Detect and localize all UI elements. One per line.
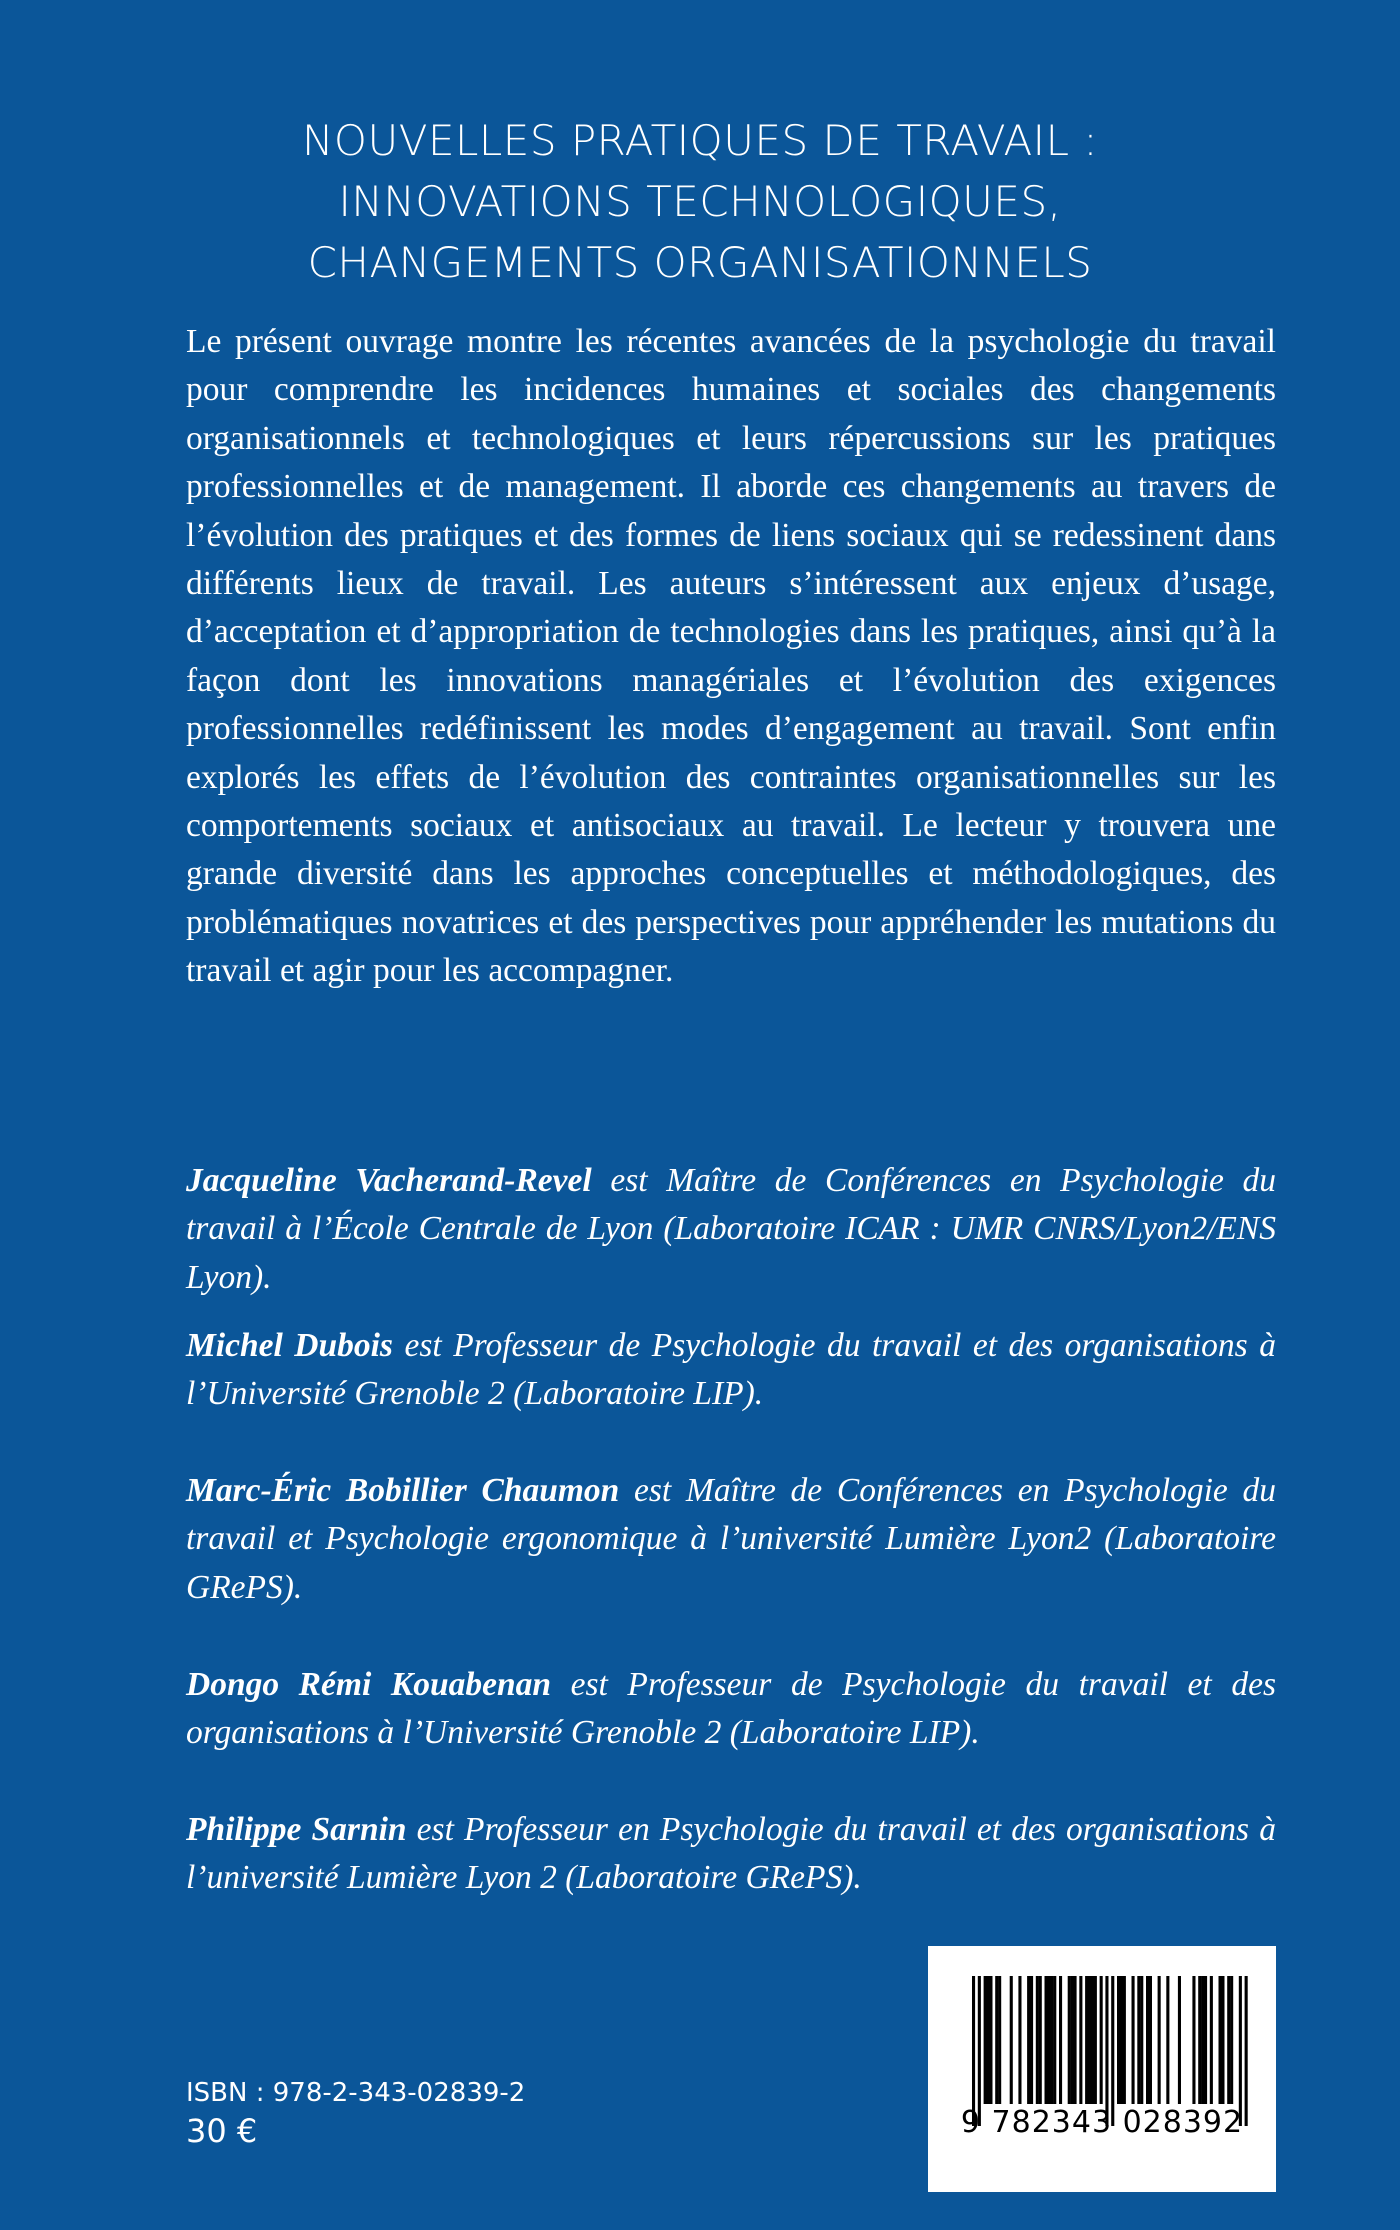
barcode-bar [1239,1976,1242,2126]
barcode-bar [1221,1976,1224,2104]
barcode-bar [1030,1976,1033,2104]
barcode-bar [972,1976,975,2126]
barcode-bar [995,1976,998,2104]
barcode-bar [1079,1976,1082,2104]
author-bio-text: est Maître de Conférences en Psychologie du travail et Psychologie ergonomique à l’université Lumière Lyon2 (Laboratoire GRePS). [186,1472,1276,1606]
author-name: Marc-Éric Bobillier Chaumon [186,1472,620,1509]
barcode-bar [1045,1976,1048,2104]
barcode-bars [928,1946,1276,2192]
barcode-bar [978,1976,981,2126]
barcode-bar [1039,1976,1042,2104]
barcode-bar [1158,1976,1161,2104]
title-line: INNOVATIONS TECHNOLOGIQUES, [338,177,1062,226]
barcode-bar [1137,1976,1140,2104]
barcode-bar [1111,1976,1114,2126]
barcode-bar [987,1976,990,2104]
barcode-bar [1071,1976,1074,2104]
barcode-bar [1140,1976,1143,2104]
barcode [928,1946,1276,2192]
author-name: Michel Dubois [186,1327,393,1364]
barcode-bar [1010,1976,1013,2104]
barcode-bar [1227,1976,1230,2104]
barcode-digits: 9 782343 028392 [960,2105,1244,2140]
barcode-bar [1201,1976,1204,2104]
author-bio-text: est Professeur de Psychologie du travail et des organisations à l’Université Grenoble 2 (Laboratoire LIP). [186,1666,1276,1752]
barcode-bar [984,1976,987,2104]
author-name: Dongo Rémi Kouabenan [186,1666,551,1703]
barcode-bar [1146,1976,1149,2104]
author-bio-text: est Professeur en Psychologie du travail et des organisations à l’université Lumière Lyon 2 (Laboratoire GRePS). [186,1811,1276,1897]
barcode-bar [1088,1976,1091,2104]
barcode-bar [998,1976,1001,2104]
barcode-bar [1204,1976,1207,2104]
barcode-bar [1050,1976,1053,2104]
barcode-bar [1123,1976,1126,2104]
barcode-bar [1047,1976,1050,2104]
barcode-bar [1105,1976,1108,2126]
author-bio [186,1806,1276,1903]
barcode-bar [1230,1976,1233,2104]
barcode-bar [1245,1976,1248,2126]
barcode-bar [1120,1976,1123,2104]
barcode-bar [1053,1976,1056,2104]
author-bio-text: est Professeur de Psychologie du travail et des organisations à l’Université Grenoble 2 (Laboratoire LIP). [186,1327,1276,1413]
book-description: Le présent ouvrage montre les récentes avancées de la psychologie du travail pour comprendre les incidences humaines et sociales des changements organisationnels et technologiques et leurs répercussions sur les pratiques professionnelles et de management. Il aborde ces changements au travers de l’évolution des pratiques et des formes de liens sociaux qui se redessinent dans différents lieux de travail. Les auteurs s’intéressent aux enjeux d’usage, d’acceptation et d’appropriation de technologies dans les pratiques, ainsi qu’à la façon dont les innovations managériales et l’évolution des exigences professionnelles redéfinissent les modes d’engagement au travail. Sont enfin explorés les effets de l’évolution des contraintes organisationnelles sur les comportements sociaux et antisociaux au travail. Le lecteur y trouvera une grande diversité dans les approches conceptuelles et méthodologiques, des problématiques novatrices et des perspectives pour appréhender les mutations du travail et agir pour les accompagner. [186,323,1276,990]
author-bio-text: est Maître de Conférences en Psychologie du travail à l’École Centrale de Lyon (Laboratoire ICAR : UMR CNRS/Lyon2/ENS Lyon). [186,1162,1276,1296]
barcode-bar [1036,1976,1039,2104]
barcode-bar [1178,1976,1181,2104]
isbn: ISBN : 978-2-343-02839-2 [186,2078,526,2108]
author-bio [186,1467,1276,1612]
title-line: NOUVELLES PRATIQUES DE TRAVAIL : [302,116,1098,165]
title-line: CHANGEMENTS ORGANISATIONNELS [307,238,1093,287]
barcode-bar [1091,1976,1094,2104]
barcode-bar [1198,1976,1201,2104]
barcode-bar [1166,1976,1169,2104]
barcode-bar [1149,1976,1152,2104]
barcode-bar [1085,1976,1088,2104]
barcode-bar [1068,1976,1071,2104]
barcode-bar [1219,1976,1222,2104]
barcode-bar [989,1976,992,2104]
barcode-bar [1094,1976,1097,2104]
author-name: Jacqueline Vacherand-Revel [186,1162,592,1199]
author-bio [186,1661,1276,1758]
barcode-bar [1100,1976,1103,2104]
barcode-bar [1074,1976,1077,2104]
barcode-bar [1018,1976,1021,2104]
barcode-bar [1059,1976,1062,2104]
barcode-bar [1210,1976,1213,2104]
barcode-bar [1132,1976,1135,2104]
book-title [100,110,1300,293]
author-bio [186,1322,1276,1419]
barcode-bar [1027,1976,1030,2104]
author-name: Philippe Sarnin [186,1811,407,1848]
barcode-bar [1192,1976,1195,2104]
price: 30 € [186,2112,258,2150]
author-bio [186,1157,1276,1302]
barcode-bar [1117,1976,1120,2104]
